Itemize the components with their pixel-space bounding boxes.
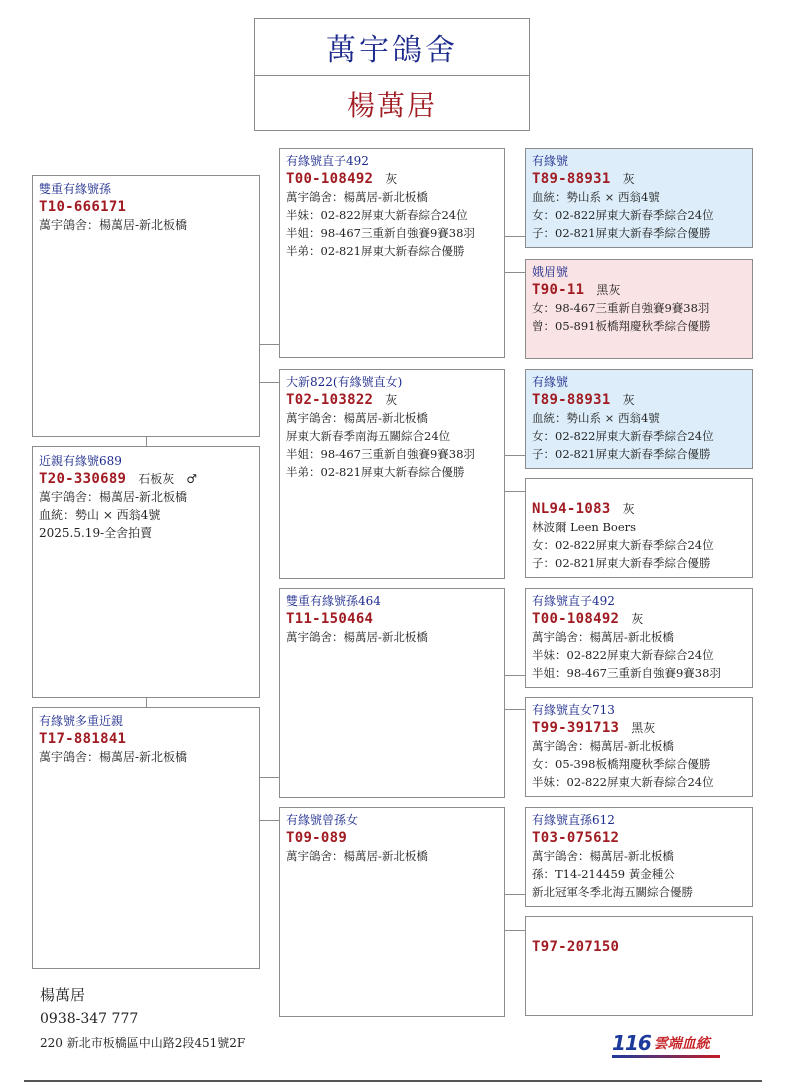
ring-number: T20-330689 bbox=[39, 471, 127, 487]
pedigree-card-granddam bbox=[279, 807, 505, 1017]
pedigree-card-dam bbox=[32, 707, 260, 969]
pigeon-color: 灰 bbox=[622, 393, 635, 407]
card-title: 有緣號 bbox=[532, 154, 569, 168]
owner-name-header: 楊萬居 bbox=[346, 89, 437, 122]
card-line: 女：02-822屏東大新春季綜合24位 bbox=[532, 538, 714, 552]
card-line: 萬宇鴿舍：楊萬居-新北板橋 bbox=[286, 630, 428, 644]
connector-line bbox=[260, 777, 279, 778]
ring-number: T00-108492 bbox=[286, 171, 374, 187]
ring-number: NL94-1083 bbox=[532, 501, 611, 517]
pedigree-card-great-grandsire bbox=[525, 807, 753, 907]
card-title: 大新822(有緣號直女) bbox=[286, 375, 403, 389]
card-title: 有緣號 bbox=[532, 375, 569, 389]
card-line: 半弟：02-821屏東大新春綜合優勝 bbox=[286, 465, 465, 479]
card-title: 有緣號多重近親 bbox=[39, 714, 124, 728]
pedigree-card-great-granddam bbox=[525, 916, 753, 1016]
pigeon-color: 石板灰 ♂ bbox=[138, 472, 198, 486]
connector-line bbox=[505, 272, 525, 273]
owner-info bbox=[40, 983, 245, 1055]
card-line: 女：05-398板橋翔慶秋季綜合優勝 bbox=[532, 757, 711, 771]
card-line: 半妹：02-822屏東大新春綜合24位 bbox=[286, 208, 468, 222]
pedigree-card-granddam bbox=[279, 369, 505, 579]
card-line: 萬宇鴿舍：楊萬居-新北板橋 bbox=[286, 190, 428, 204]
card-line: 萬宇鴿舍：楊萬居-新北板橋 bbox=[286, 411, 428, 425]
pedigree-card-great-grandsire bbox=[525, 588, 753, 688]
ring-number: T02-103822 bbox=[286, 392, 374, 408]
card-title: 雙重有緣號孫 bbox=[39, 182, 112, 196]
connector-line bbox=[260, 382, 279, 383]
brand-logo bbox=[612, 1030, 710, 1056]
ring-number: T99-391713 bbox=[532, 720, 620, 736]
pigeon-color: 灰 bbox=[622, 172, 635, 186]
pedigree-card-grandsire bbox=[279, 148, 505, 358]
ring-number: T97-207150 bbox=[532, 939, 620, 955]
ring-number: T17-881841 bbox=[39, 731, 127, 747]
card-title: 有緣號直女713 bbox=[532, 703, 615, 717]
card-line: 曾：05-891板橋翔慶秋季綜合優勝 bbox=[532, 319, 711, 333]
card-title: 娥眉號 bbox=[532, 265, 569, 279]
card-line: 半妹：02-822屏東大新春綜合24位 bbox=[532, 648, 714, 662]
ring-number: T10-666171 bbox=[39, 199, 127, 215]
bottom-divider bbox=[24, 1080, 762, 1082]
ring-number: T00-108492 bbox=[532, 611, 620, 627]
card-line: 2025.5.19-全舍拍賣 bbox=[39, 526, 153, 540]
card-line: 女：02-822屏東大新春季綜合24位 bbox=[532, 429, 714, 443]
logo-text: 雲端血統 bbox=[653, 1036, 710, 1052]
connector-line bbox=[260, 820, 279, 821]
card-line: 萬宇鴿舍：楊萬居-新北板橋 bbox=[532, 630, 674, 644]
logo-underline bbox=[612, 1055, 720, 1058]
ring-number: T11-150464 bbox=[286, 611, 374, 627]
card-line: 子：02-821屏東大新春季綜合優勝 bbox=[532, 447, 711, 461]
connector-line bbox=[505, 894, 525, 895]
pedigree-card-great-granddam bbox=[525, 259, 753, 359]
pigeon-color: 黑灰 bbox=[631, 721, 656, 735]
card-line: 孫：T14-214459 黃金種公 bbox=[532, 867, 675, 881]
card-line: 女：02-822屏東大新春季綜合24位 bbox=[532, 208, 714, 222]
card-line: 女：98-467三重新自強賽9賽38羽 bbox=[532, 301, 710, 315]
connector-line bbox=[505, 930, 525, 931]
card-line: 血統：勢山系 × 西翁4號 bbox=[532, 190, 660, 204]
ring-number: T89-88931 bbox=[532, 392, 611, 408]
connector-line bbox=[505, 455, 525, 456]
card-line: 半姐：98-467三重新自強賽9賽38羽 bbox=[286, 226, 475, 240]
connector-line bbox=[260, 344, 279, 345]
card-line: 萬宇鴿舍：楊萬居-新北板橋 bbox=[286, 849, 428, 863]
card-line: 新北冠軍冬季北海五關綜合優勝 bbox=[532, 885, 693, 899]
pedigree-card-subject bbox=[32, 446, 260, 698]
card-line: 萬宇鴿舍：楊萬居-新北板橋 bbox=[39, 490, 188, 504]
pedigree-card-grandsire bbox=[279, 588, 505, 798]
pedigree-card-great-grandsire bbox=[525, 369, 753, 469]
logo-number: 116 bbox=[612, 1031, 651, 1055]
card-line: 萬宇鴿舍：楊萬居-新北板橋 bbox=[39, 218, 188, 232]
pigeon-color: 灰 bbox=[631, 612, 644, 626]
owner-phone: 0938-347 777 bbox=[40, 1011, 139, 1027]
connector-line bbox=[505, 709, 525, 710]
owner-name: 楊萬居 bbox=[40, 986, 86, 1004]
connector-line bbox=[505, 491, 525, 492]
ring-number: T90-11 bbox=[532, 282, 585, 298]
card-line: 萬宇鴿舍：楊萬居-新北板橋 bbox=[532, 849, 674, 863]
pedigree-card-great-granddam bbox=[525, 697, 753, 797]
connector-line bbox=[146, 698, 147, 707]
header-box bbox=[254, 18, 530, 131]
owner-address: 220 新北市板橋區中山路2段451號2F bbox=[40, 1036, 246, 1050]
card-line: 萬宇鴿舍：楊萬居-新北板橋 bbox=[532, 739, 674, 753]
card-line: 半弟：02-821屏東大新春綜合優勝 bbox=[286, 244, 465, 258]
card-line: 萬宇鴿舍：楊萬居-新北板橋 bbox=[39, 750, 188, 764]
pedigree-card-great-granddam bbox=[525, 478, 753, 578]
ring-number: T09-089 bbox=[286, 830, 348, 846]
connector-line bbox=[146, 437, 147, 446]
connector-line bbox=[505, 675, 525, 676]
card-line: 血統：勢山 × 西翁4號 bbox=[39, 508, 161, 522]
card-line: 屏東大新春季南海五關綜合24位 bbox=[286, 429, 451, 443]
card-title: 有緣號直孫612 bbox=[532, 813, 615, 827]
card-line: 血統：勢山系 × 西翁4號 bbox=[532, 411, 660, 425]
card-title: 有緣號直子492 bbox=[532, 594, 615, 608]
card-line: 子：02-821屏東大新春季綜合優勝 bbox=[532, 556, 711, 570]
card-title: 近親有緣號689 bbox=[39, 454, 122, 468]
card-line: 林波爾 Leen Boers bbox=[532, 520, 637, 534]
card-line: 子：02-821屏東大新春季綜合優勝 bbox=[532, 226, 711, 240]
pigeon-color: 黑灰 bbox=[596, 283, 621, 297]
card-title: 有緣號曾孫女 bbox=[286, 813, 359, 827]
pigeon-color: 灰 bbox=[385, 393, 398, 407]
card-line: 半姐：98-467三重新自強賽9賽38羽 bbox=[286, 447, 475, 461]
pedigree-card-sire bbox=[32, 175, 260, 437]
ring-number: T89-88931 bbox=[532, 171, 611, 187]
connector-line bbox=[505, 236, 525, 237]
card-title: 有緣號直子492 bbox=[286, 154, 369, 168]
card-line: 半姐：98-467三重新自強賽9賽38羽 bbox=[532, 666, 721, 680]
ring-number: T03-075612 bbox=[532, 830, 620, 846]
pigeon-color: 灰 bbox=[622, 502, 635, 516]
card-title: 雙重有緣號孫464 bbox=[286, 594, 381, 608]
card-line: 半妹：02-822屏東大新春綜合24位 bbox=[532, 775, 714, 789]
pedigree-card-great-grandsire bbox=[525, 148, 753, 248]
pigeon-color: 灰 bbox=[385, 172, 398, 186]
loft-name: 萬宇鴿舍 bbox=[255, 19, 529, 76]
